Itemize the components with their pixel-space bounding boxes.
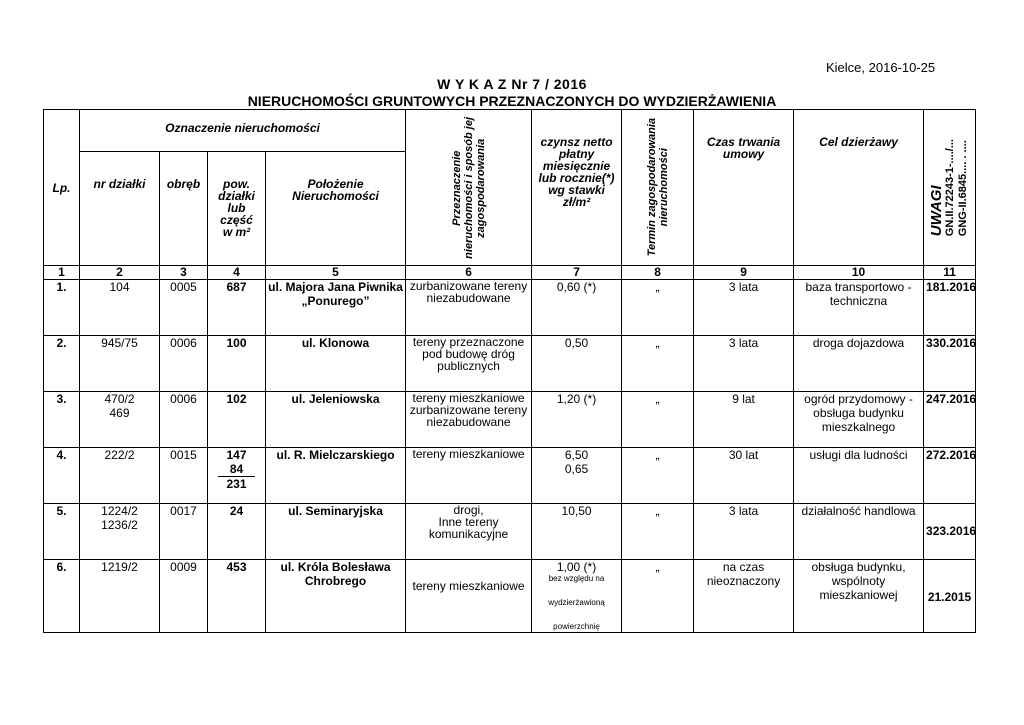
nr_dzialki-line: 222/2 xyxy=(104,448,135,462)
przeznaczenie-line: tereny mieszkaniowe xyxy=(412,579,525,593)
przeznaczenie-line: komunikacyjne xyxy=(428,527,509,541)
header-przeznaczenie-line2: nieruchomości i sposób jej xyxy=(462,116,475,259)
polozenie-line: ul. Klonowa xyxy=(301,336,370,350)
header-pow xyxy=(208,152,266,266)
pow-line: 453 xyxy=(226,560,247,574)
header-row-1 xyxy=(44,110,976,152)
header-pow-line2: działki xyxy=(218,189,255,204)
cell-pow xyxy=(208,448,266,504)
cel-line: wspólnoty mieszkaniowej xyxy=(819,574,898,602)
cell-lp: 4. xyxy=(44,448,80,504)
cell-pow xyxy=(208,280,266,336)
cell-przeznaczenie xyxy=(406,392,532,448)
cell-lp: 1. xyxy=(44,280,80,336)
pow-line: 102 xyxy=(226,392,247,406)
header-czynsz-line4: lub rocznie(*) xyxy=(538,171,615,185)
nr_dzialki-line: 469 xyxy=(109,406,130,420)
czas-line: 3 lata xyxy=(728,336,759,350)
header-polozenie xyxy=(266,152,406,266)
header-pow-line3: lub xyxy=(227,201,246,216)
header-czas-line1: Czas trwania xyxy=(706,135,781,149)
cell-przeznaczenie xyxy=(406,560,532,633)
column-number: 9 xyxy=(694,266,794,280)
cell-cel xyxy=(794,560,924,633)
cell-lp: 3. xyxy=(44,392,80,448)
polozenie-line: ul. Seminaryjska xyxy=(288,504,383,518)
cell-czynsz xyxy=(532,280,622,336)
pow-sum: 231 xyxy=(218,476,255,491)
czynsz-line: 6,50 xyxy=(564,448,589,462)
header-uwagi xyxy=(924,110,976,266)
cell-czas xyxy=(694,336,794,392)
cell-przeznaczenie xyxy=(406,448,532,504)
cell-polozenie xyxy=(266,448,406,504)
cell-uwagi: 330.2016 xyxy=(924,336,976,392)
cell-obreb: 0017 xyxy=(160,504,208,560)
cell-pow xyxy=(208,392,266,448)
cell-czynsz xyxy=(532,504,622,560)
cel-line: baza transportowo - xyxy=(805,280,912,294)
cell-obreb: 0009 xyxy=(160,560,208,633)
header-lp: Lp. xyxy=(44,110,80,266)
cell-pow xyxy=(208,560,266,633)
table-row xyxy=(44,504,976,560)
header-czynsz-line2: płatny xyxy=(558,147,595,161)
nr_dzialki-line: 1236/2 xyxy=(101,518,138,532)
column-number: 10 xyxy=(794,266,924,280)
header-termin-line1: Termin zagospodarowania xyxy=(645,118,658,257)
pow-line: 84 xyxy=(229,462,244,476)
nr_dzialki-line: 1224/2 xyxy=(101,504,138,518)
cell-nr-dzialki xyxy=(80,280,160,336)
cell-pow xyxy=(208,504,266,560)
header-czas xyxy=(694,110,794,266)
cell-termin: „ xyxy=(622,392,694,448)
cel-line: usługi dla ludności xyxy=(809,448,908,462)
czynsz_note-line: wydzierżawioną xyxy=(548,598,605,607)
polozenie-line: ul. Jeleniowska xyxy=(291,392,380,406)
header-uwagi-line1: GN.II.72243-1-..../... xyxy=(943,138,956,237)
cell-nr-dzialki xyxy=(80,560,160,633)
przeznaczenie-line: niezabudowane xyxy=(426,291,511,305)
data-rows xyxy=(44,280,976,633)
czas-line: na czas xyxy=(722,560,765,574)
pow-line: 100 xyxy=(226,336,247,350)
header-oznaczenie: Oznaczenie nieruchomości xyxy=(80,110,406,152)
cell-uwagi: 181.2016 xyxy=(924,280,976,336)
cell-polozenie xyxy=(266,504,406,560)
document-title: W Y K A Z Nr 7 / 2016 xyxy=(437,76,587,92)
cel-line: ogród przydomowy - xyxy=(804,392,913,406)
przeznaczenie-line: zurbanizowane tereny xyxy=(409,403,528,417)
column-number: 8 xyxy=(622,266,694,280)
column-number: 7 xyxy=(532,266,622,280)
nr_dzialki-line: 1219/2 xyxy=(101,560,138,574)
cell-pow xyxy=(208,336,266,392)
polozenie-line: ul. R. Mielczarskiego xyxy=(276,448,395,462)
przeznaczenie-line: publicznych xyxy=(437,359,500,373)
czynsz-line: 10,50 xyxy=(561,504,592,518)
przeznaczenie-line: tereny mieszkaniowe xyxy=(412,391,525,405)
cell-czas xyxy=(694,448,794,504)
czynsz-line: 1,00 (*) xyxy=(556,560,597,574)
table-row xyxy=(44,336,976,392)
cell-obreb: 0006 xyxy=(160,392,208,448)
table-row xyxy=(44,448,976,504)
column-number: 6 xyxy=(406,266,532,280)
cell-obreb: 0006 xyxy=(160,336,208,392)
czynsz-line: 0,60 (*) xyxy=(556,280,597,294)
przeznaczenie-line: tereny mieszkaniowe xyxy=(412,447,525,461)
table-row xyxy=(44,280,976,336)
nr_dzialki-line: 104 xyxy=(109,280,130,294)
cell-nr-dzialki xyxy=(80,392,160,448)
cell-termin: „ xyxy=(622,336,694,392)
cell-przeznaczenie xyxy=(406,504,532,560)
column-number: 11 xyxy=(924,266,976,280)
czas-line: 3 lata xyxy=(728,280,759,294)
cell-obreb: 0015 xyxy=(160,448,208,504)
czynsz_note-line: powierzchnię xyxy=(553,622,600,631)
header-przeznaczenie-line1: Przeznaczenie xyxy=(450,149,463,226)
cell-przeznaczenie xyxy=(406,336,532,392)
cell-lp: 6. xyxy=(44,560,80,633)
cel-line: obsługa budynku, xyxy=(811,560,906,574)
przeznaczenie-line: drogi, xyxy=(453,503,484,517)
przeznaczenie-line: zurbanizowane tereny xyxy=(409,279,528,293)
header-czynsz-line1: czynsz netto xyxy=(540,135,613,149)
column-number: 2 xyxy=(80,266,160,280)
header-pow-line5: w m² xyxy=(222,225,251,240)
cel-line: techniczna xyxy=(829,294,888,308)
header-pow-line4: część xyxy=(220,213,253,228)
header-czynsz-line6: zł/m² xyxy=(562,195,591,209)
nr_dzialki-line: 945/75 xyxy=(101,336,138,350)
cel-line: obsługa budynku xyxy=(813,406,904,420)
cell-obreb: 0005 xyxy=(160,280,208,336)
czynsz-line: 0,65 xyxy=(564,462,589,476)
header-polozenie-line2: Nieruchomości xyxy=(292,189,379,204)
cell-termin: „ xyxy=(622,280,694,336)
header-polozenie-line1: Położenie xyxy=(307,177,364,192)
cell-nr-dzialki xyxy=(80,336,160,392)
cell-uwagi: 247.2016 xyxy=(924,392,976,448)
czynsz-line: 1,20 (*) xyxy=(556,392,597,406)
cell-czynsz xyxy=(532,336,622,392)
column-number: 5 xyxy=(266,266,406,280)
cell-cel xyxy=(794,336,924,392)
cell-czas xyxy=(694,280,794,336)
column-number: 1 xyxy=(44,266,80,280)
cell-uwagi: 272.2016 xyxy=(924,448,976,504)
pow-line: 147 xyxy=(226,448,247,462)
cel-line: mieszkalnego xyxy=(821,420,896,434)
cell-czynsz xyxy=(532,560,622,633)
document-date: Kielce, 2016-10-25 xyxy=(826,60,936,75)
header-termin-line2: nieruchomości xyxy=(657,148,670,227)
nr_dzialki-line: 470/2 xyxy=(104,392,135,406)
header-nr-dzialki: nr działki xyxy=(80,152,160,266)
polozenie-line: ul. Majora Jana Piwnika xyxy=(268,280,403,294)
cel-line: działalność handlowa xyxy=(801,504,916,518)
cell-czas xyxy=(694,504,794,560)
cell-przeznaczenie xyxy=(406,280,532,336)
column-number: 4 xyxy=(208,266,266,280)
przeznaczenie-line: niezabudowane xyxy=(426,415,511,429)
cell-lp: 5. xyxy=(44,504,80,560)
cell-cel xyxy=(794,448,924,504)
czas-line: nieoznaczony xyxy=(706,574,781,588)
column-number: 3 xyxy=(160,266,208,280)
czas-line: 9 lat xyxy=(732,392,755,406)
header-pow-line1: pow. xyxy=(223,177,250,192)
cell-polozenie xyxy=(266,280,406,336)
pow-line: 687 xyxy=(226,280,247,294)
cell-polozenie xyxy=(266,392,406,448)
czynsz-line: 0,50 xyxy=(564,336,589,350)
header-czynsz-line5: wg stawki xyxy=(548,183,605,197)
cell-czynsz xyxy=(532,392,622,448)
header-obreb: obręb xyxy=(160,152,208,266)
header-uwagi-line2: GNG-II.6845.... . .... xyxy=(956,140,969,237)
polozenie-line: „Ponurego” xyxy=(301,294,370,308)
cell-termin: „ xyxy=(622,560,694,633)
cell-lp: 2. xyxy=(44,336,80,392)
cell-termin: „ xyxy=(622,504,694,560)
cell-czynsz xyxy=(532,448,622,504)
przeznaczenie-line: pod budowę dróg xyxy=(422,347,515,361)
cell-uwagi: 21.2015 xyxy=(924,560,976,633)
polozenie-line: Chrobrego xyxy=(304,574,367,588)
cell-termin: „ xyxy=(622,448,694,504)
header-przeznaczenie xyxy=(406,110,532,266)
header-uwagi-title: UWAGI xyxy=(927,185,945,237)
cell-polozenie xyxy=(266,336,406,392)
cell-czas xyxy=(694,392,794,448)
cell-nr-dzialki xyxy=(80,504,160,560)
cel-line: droga dojazdowa xyxy=(812,336,905,350)
czas-line: 3 lata xyxy=(728,504,759,518)
cell-cel xyxy=(794,280,924,336)
cell-uwagi: 323.2016 xyxy=(924,504,976,560)
header-czas-line2: umowy xyxy=(722,147,765,161)
cell-polozenie xyxy=(266,560,406,633)
przeznaczenie-line: Inne tereny xyxy=(438,515,499,529)
cell-czas xyxy=(694,560,794,633)
header-termin xyxy=(622,110,694,266)
czas-line: 30 lat xyxy=(728,448,759,462)
header-przeznaczenie-line3: zagospodarowania xyxy=(474,137,487,238)
cell-nr-dzialki xyxy=(80,448,160,504)
column-number-row xyxy=(44,266,976,280)
table-row xyxy=(44,560,976,633)
cell-cel xyxy=(794,504,924,560)
header-czynsz-line3: miesięcznie xyxy=(542,159,611,173)
czynsz_note-line: bez względu na xyxy=(548,574,605,583)
polozenie-line: ul. Króla Bolesława xyxy=(280,560,391,574)
property-list-table xyxy=(43,109,976,633)
table-row xyxy=(44,392,976,448)
document-subtitle: NIERUCHOMOŚCI GRUNTOWYCH PRZEZNACZONYCH DO WYDZIERŻAWIENIA xyxy=(247,93,777,109)
pow-line: 24 xyxy=(229,504,244,518)
przeznaczenie-line: tereny przeznaczone xyxy=(412,335,525,349)
cell-cel xyxy=(794,392,924,448)
header-cel: Cel dzierżawy xyxy=(794,110,924,266)
header-czynsz xyxy=(532,110,622,266)
